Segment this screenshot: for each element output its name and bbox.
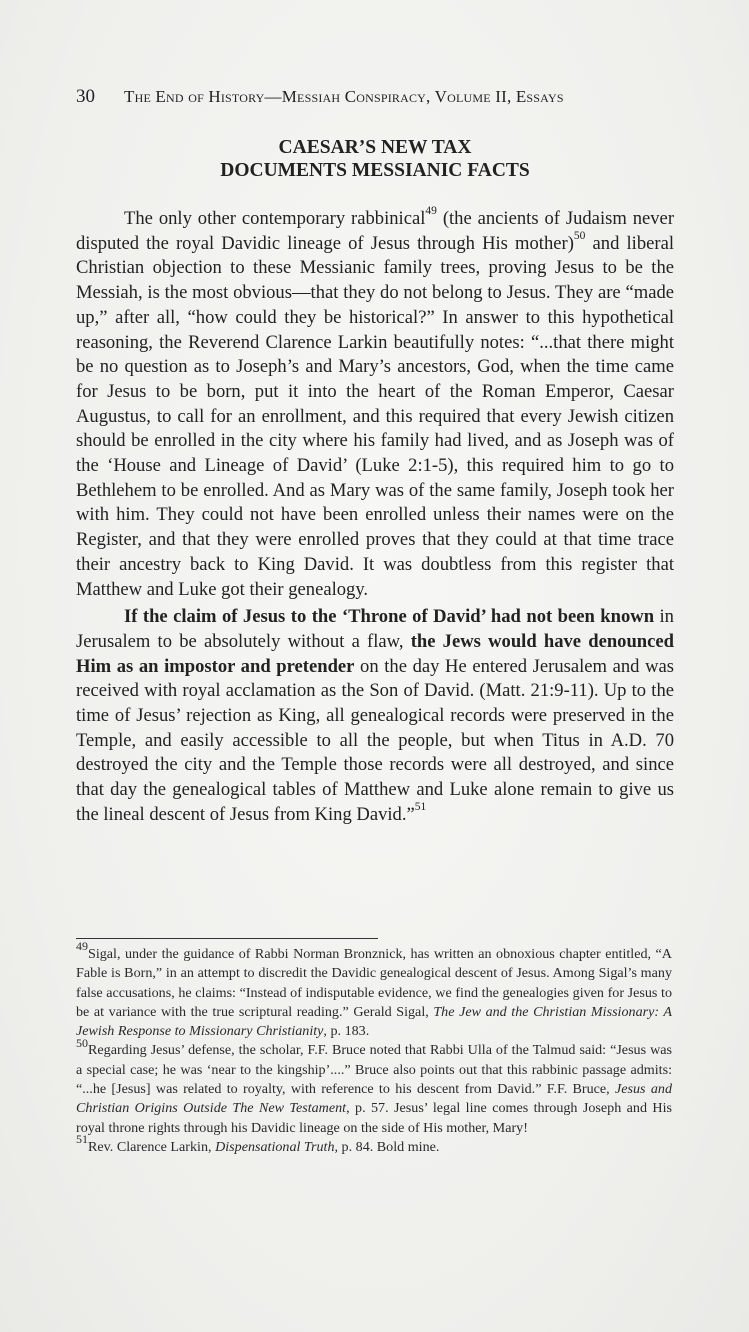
footnote-49-text-a: Sigal, under the guidance of Rabbi Norman Bronznick, has written an obnoxious chapter entitled, “A Fable is Born,” in an attempt to discredit the Davidic genealogical descent of Jesus. Among Sigal’s many false accusations, he claims: “Instead of indisputable evidence, we find the genealogies given for Jesus to be at variance with the true scriptural reading.” Gerald Sigal, [76, 946, 672, 1020]
footnote-49 [76, 939, 672, 1041]
footnote-51-citation: Dispensational Truth [215, 1138, 335, 1155]
chapter-title-line-2: DOCUMENTS MESSIANIC FACTS [220, 160, 530, 181]
body-text [76, 204, 675, 828]
paragraph-1-text-a: The only other contemporary rabbinical [124, 208, 426, 229]
paragraph-2-bold-b: the Jews would have denounced Him as an impostor and pretender [76, 630, 674, 677]
paragraph-1 [76, 204, 675, 602]
paragraph-2-text-b: on the day He entered Jerusalem and was received with royal acclamation as the Son of David. (Matt. 21:9-11). Up to the time of Jesus’ rejection as King, all genealogical records were preserved in the Temple, and easily accessible to all the people, but when Titus in A.D. 70 destroyed the city and the Temple those records were all destroyed, and since that day the genealogical tables of Matthew and Luke alone remain to give us the lineal descent of Jesus from King David.” [76, 655, 674, 825]
paragraph-2 [76, 605, 674, 827]
footnote-ref-51[interactable]: 51 [414, 800, 427, 813]
footnote-49-citation: The Jew and the Christian Missionary: A Jewish Response to Missionary Christianity [76, 1003, 672, 1040]
footnote-51-text-a: Rev. Clarence Larkin, [88, 1138, 216, 1155]
footnote-51 [76, 1132, 672, 1157]
paragraph-1-text-b: (the ancients of Judaism never disputed the royal Davidic lineage of Jesus through His mother) [76, 208, 675, 254]
footnote-50-citation: Jesus and Christian Origins Outside The New Testament [76, 1081, 672, 1117]
page-number: 30 [76, 86, 95, 107]
footnote-divider [76, 938, 378, 939]
chapter-title-line-1: CAESAR’S NEW TAX [278, 137, 472, 158]
footnote-49-number: 49 [76, 939, 88, 954]
running-head-title: The End of History—Messiah Conspiracy, Volume II, Essays [124, 87, 564, 106]
paragraph-1-text-c: and liberal Christian objection to these Messianic family trees, proving Jesus to be the Messiah, is the most obvious—that they do not belong to Jesus. They are “made up,” after all, “how could they be historical?” In answer to this hypothetical reasoning, the Reverend Clarence Larkin beautifully notes: “...that there might be no question as to Joseph’s and Mary’s ancestors, God, when the time came for Jesus to be born, put it into the heart of the Roman Emperor, Caesar Augustus, to call for an enrollment, and this required that every Jewish citizen should be enrolled in the city where his family had lived, and as Joseph was of the ‘House and Lineage of David’ (Luke 2:1-5), this required him to go to Bethlehem to be enrolled. And as Mary was of the same family, Joseph took her with him. They could not have been enrolled unless their names were on the Register, and that they were enrolled proves that they could at that time trace their ancestry back to King David. It was doubtless from this register that Matthew and Luke got their genealogy. [76, 232, 674, 600]
footnote-51-number: 51 [76, 1132, 88, 1147]
paragraph-2-bold-a: If the claim of Jesus to the ‘Throne of David’ had not been known [124, 606, 655, 628]
footnote-50-text-a: Regarding Jesus’ defense, the scholar, F.F. Bruce noted that Rabbi Ulla of the Talmud said: “Jesus was a special case; he was ‘near to the kingship’....” Bruce also points out that this rabbinic passage admits: “...he [Jesus] was related to royalty, with reference to his descent from David.” F.F. Bruce, [76, 1042, 672, 1098]
footnote-49-text-b: , p. 183. [323, 1023, 370, 1040]
footnote-51-text-b: , p. 84. Bold mine. [334, 1138, 440, 1155]
footnote-50-number: 50 [76, 1035, 88, 1050]
footnote-50-text-b: , p. 57. Jesus’ legal line comes through Joseph and His royal throne rights through his Davidic lineage on the side of His mother, Mary! [76, 1100, 673, 1136]
footnote-50 [76, 1035, 673, 1137]
footnotes [76, 939, 673, 1157]
paragraph-2-text-a: in Jerusalem to be absolutely without a flaw, [76, 606, 674, 652]
footnote-ref-50[interactable]: 50 [573, 229, 586, 242]
footnote-ref-49[interactable]: 49 [425, 204, 437, 217]
running-head [76, 86, 676, 108]
chapter-title [76, 136, 674, 182]
